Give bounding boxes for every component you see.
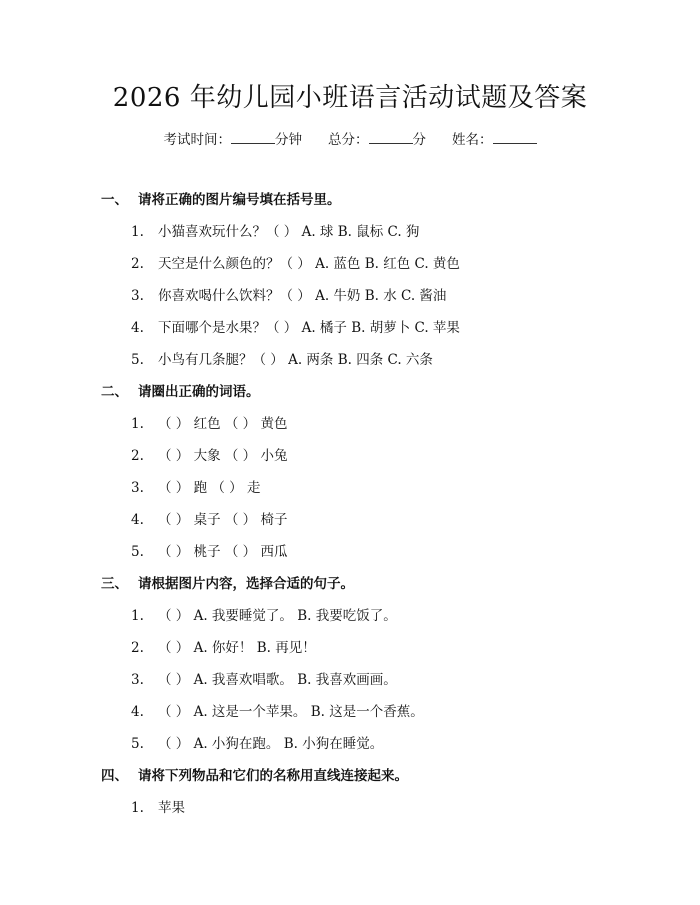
question-text: 小鸟有几条腿？（ ） A. 两条 B. 四条 C. 六条 (158, 352, 433, 368)
section-number: 二、 (101, 384, 128, 400)
question-item (101, 734, 661, 754)
section-heading-2 (101, 382, 661, 402)
section-number: 四、 (101, 768, 128, 784)
question-item (101, 670, 661, 690)
section-number: 三、 (101, 576, 128, 592)
question-text: （ ） 红色 （ ） 黄色 (158, 416, 288, 432)
section-heading-1 (101, 190, 661, 210)
question-text: （ ） A. 我喜欢唱歌。 B. 我喜欢画画。 (158, 672, 397, 688)
question-text: （ ） A. 你好！ B. 再见！ (158, 640, 316, 656)
question-number: 5. (131, 736, 144, 752)
question-item (101, 798, 661, 818)
question-item (101, 318, 661, 338)
total-score-unit: 分 (412, 132, 426, 148)
exam-content (101, 190, 661, 830)
question-text: 苹果 (158, 800, 185, 816)
question-number: 1. (131, 608, 144, 624)
question-number: 2. (131, 256, 144, 272)
question-item (101, 702, 661, 722)
name-label: 姓名： (452, 132, 493, 148)
question-number: 5. (131, 544, 144, 560)
question-item (101, 638, 661, 658)
question-number: 3. (131, 672, 144, 688)
question-item (101, 286, 661, 306)
question-text: （ ） A. 这是一个苹果。 B. 这是一个香蕉。 (158, 704, 424, 720)
exam-info-row (0, 129, 700, 150)
question-text: 小猫喜欢玩什么？（ ） A. 球 B. 鼠标 C. 狗 (158, 224, 420, 240)
question-number: 4. (131, 512, 144, 528)
question-number: 3. (131, 288, 144, 304)
question-item (101, 446, 661, 466)
question-item (101, 510, 661, 530)
question-item (101, 222, 661, 242)
question-number: 4. (131, 320, 144, 336)
question-number: 4. (131, 704, 144, 720)
question-text: （ ） 桌子 （ ） 椅子 (158, 512, 288, 528)
question-text: （ ） 大象 （ ） 小兔 (158, 448, 288, 464)
total-score-field (328, 129, 426, 150)
question-text: 你喜欢喝什么饮料？（ ） A. 牛奶 B. 水 C. 酱油 (158, 288, 447, 304)
question-number: 2. (131, 640, 144, 656)
question-item (101, 478, 661, 498)
section-heading-3 (101, 574, 661, 594)
question-text: （ ） A. 小狗在跑。 B. 小狗在睡觉。 (158, 736, 384, 752)
exam-time-unit: 分钟 (275, 132, 302, 148)
question-number: 3. (131, 480, 144, 496)
question-number: 1. (131, 224, 144, 240)
question-item (101, 254, 661, 274)
page-title: 2026 年幼儿园小班语言活动试题及答案 (112, 83, 588, 113)
question-text: （ ） A. 我要睡觉了。 B. 我要吃饭了。 (158, 608, 397, 624)
section-title: 请根据图片内容，选择合适的句子。 (138, 576, 354, 592)
question-text: 天空是什么颜色的？（ ） A. 蓝色 B. 红色 C. 黄色 (158, 256, 460, 272)
question-item (101, 350, 661, 370)
total-score-label: 总分： (328, 132, 369, 148)
question-text: （ ） 跑 （ ） 走 (158, 480, 261, 496)
question-number: 2. (131, 448, 144, 464)
question-item (101, 414, 661, 434)
section-heading-4 (101, 766, 661, 786)
section-number: 一、 (101, 192, 128, 208)
name-blank (493, 129, 537, 144)
total-score-blank (369, 129, 413, 144)
section-title: 请将下列物品和它们的名称用直线连接起来。 (138, 768, 408, 784)
section-title: 请将正确的图片编号填在括号里。 (138, 192, 341, 208)
question-text: 下面哪个是水果？（ ） A. 橘子 B. 胡萝卜 C. 苹果 (158, 320, 460, 336)
question-number: 5. (131, 352, 144, 368)
question-text: （ ） 桃子 （ ） 西瓜 (158, 544, 288, 560)
exam-time-blank (231, 129, 275, 144)
question-item (101, 606, 661, 626)
question-number: 1. (131, 416, 144, 432)
question-item (101, 542, 661, 562)
exam-time-label: 考试时间： (163, 132, 231, 148)
question-number: 1. (131, 800, 144, 816)
exam-time-field (164, 129, 303, 150)
section-title: 请圈出正确的词语。 (138, 384, 260, 400)
name-field (452, 129, 537, 150)
